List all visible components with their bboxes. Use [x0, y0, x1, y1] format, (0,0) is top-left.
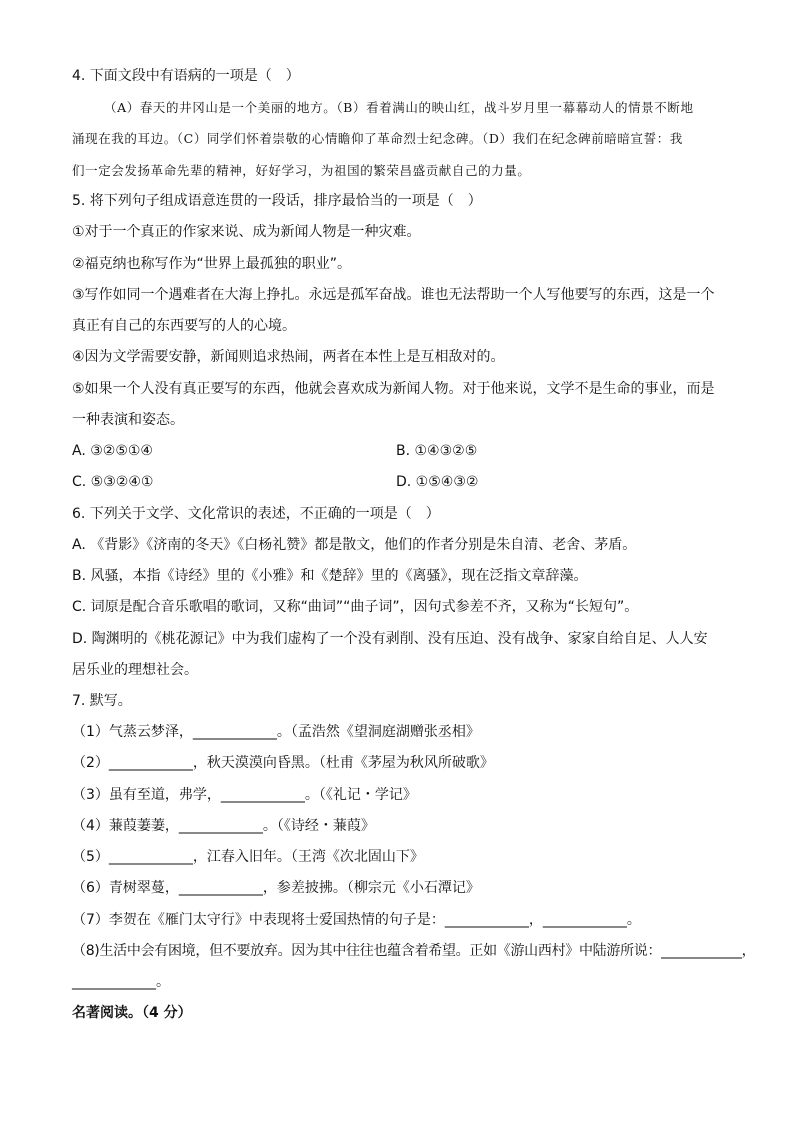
- q6-stem: 6. 下列关于文学、文化常识的表述，不正确的一项是（ ）: [72, 506, 440, 522]
- q5-option-a: A. ③②⑤①④: [72, 443, 153, 459]
- q5-sentence-2: ②福克纳也称写作为“世界上最孤独的职业”。: [72, 256, 352, 272]
- q4-passage-line-3: 们一定会发扬革命先辈的精神，好好学习，为祖国的繁荣昌盛贡献自己的力量。: [72, 163, 531, 178]
- q6-option-a: A. 《背影》《济南的冬天》《白杨礼赞》都是散文，他们的作者分别是朱自清、老舍、茅盾。: [72, 537, 637, 553]
- q7-item-7: （7）李贺在《雁门太守行》中表现将士爱国热情的句子是：____________，____________。: [72, 912, 641, 928]
- q5-sentence-5: ⑤如果一个人没有真正要写的东西，他就会喜欢成为新闻人物。对于他来说，文学不是生命的事业，而是: [72, 381, 715, 397]
- q5-option-c: C. ⑤③②④①: [72, 474, 154, 490]
- q6-option-c: C. 词原是配合音乐歌唱的歌词，又称“曲词”“曲子词”，因句式参差不齐，又称为“长短句”。: [72, 599, 639, 615]
- q7-item-3: （3）虽有至道，弗学，____________。（《礼记・学记》: [72, 787, 417, 803]
- q5-sentence-1: ①对于一个真正的作家来说、成为新闻人物是一种灾难。: [72, 224, 421, 240]
- q5-sentence-3: ③写作如同一个遇难者在大海上挣扎。永远是孤军奋战。谁也无法帮助一个人写他要写的东西，这是一个: [72, 287, 715, 303]
- q6-option-d: D. 陶渊明的《桃花源记》中为我们虚构了一个没有剥削、没有压迫、没有战争、家家自给自足、人人安: [72, 631, 708, 647]
- q7-stem: 7. 默写。: [72, 693, 132, 709]
- q6-option-b: B. 风骚，本指《诗经》里的《小雅》和《楚辞》里的《离骚》，现在泛指文章辞藻。: [72, 568, 588, 584]
- q7-item-2: （2）____________，秋天漠漠向昏黑。（杜甫《茅屋为秋风所破歌》: [72, 755, 494, 771]
- q4-passage-line-2: 涌现在我的耳边。（C）同学们怀着崇敬的心情瞻仰了革命烈士纪念碑。（D）我们在纪念碑前暗暗宣誓：我: [72, 131, 683, 146]
- q7-item-8-cont: ____________。: [72, 974, 170, 990]
- q4-passage-line-1: （A）春天的井冈山是一个美丽的地方。（B）看着满山的映山红，战斗岁月里一幕幕动人的情景不断地: [104, 100, 694, 115]
- q5-option-b: B. ①④③②⑤: [396, 443, 478, 459]
- q5-stem: 5. 将下列句子组成语意连贯的一段话，排序最恰当的一项是（ ）: [72, 193, 482, 209]
- q7-item-6: （6）青树翠蔓，____________，参差披拂。（柳宗元《小石潭记》: [72, 880, 480, 896]
- q5-sentence-3-cont: 真正有自己的东西要写的人的心境。: [72, 318, 296, 334]
- q7-item-5: （5）____________，江春入旧年。（王湾《次北固山下》: [72, 849, 424, 865]
- q5-option-d: D. ①⑤④③②: [396, 474, 479, 490]
- q6-option-d-cont: 居乐业的理想社会。: [72, 662, 198, 678]
- q7-item-1: （1）气蒸云梦泽，____________。（孟浩然《望洞庭湖赠张丞相》: [72, 724, 480, 740]
- q7-item-4: （4）蒹葭萋萋，____________。（《诗经・蒹葭》: [72, 818, 375, 834]
- section-heading-classics-reading: 名著阅读。（4 分）: [72, 1005, 192, 1021]
- q5-sentence-5-cont: 一种表演和姿态。: [72, 412, 184, 428]
- q4-stem: 4. 下面文段中有语病的一项是（ ）: [72, 68, 300, 84]
- q7-item-8: （8)生活中会有困境，但不要放弃。因为其中往往也蕴含着希望。正如《游山西村》中陆游所说：____________，: [72, 943, 756, 959]
- q5-sentence-4: ④因为文学需要安静，新闻则追求热闹，两者在本性上是互相敌对的。: [72, 349, 505, 365]
